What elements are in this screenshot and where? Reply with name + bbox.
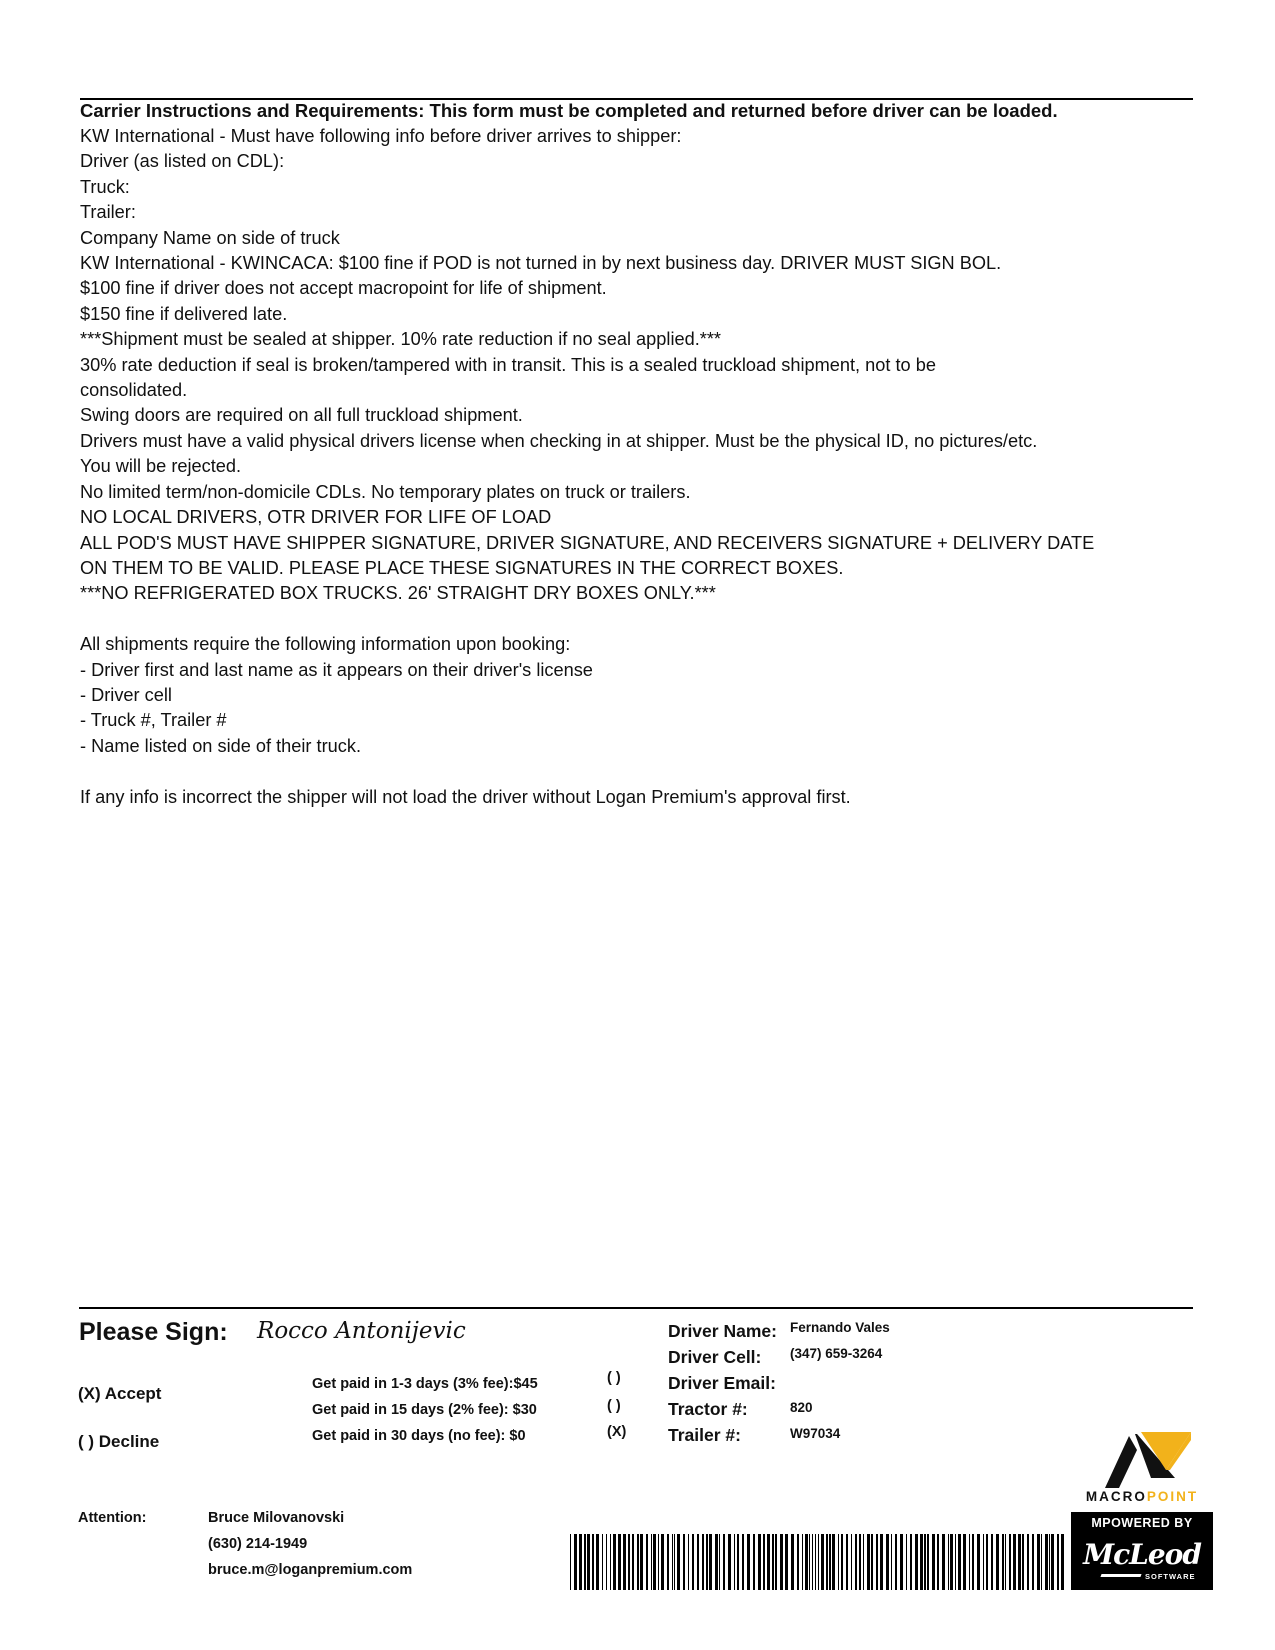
barcode-bar — [775, 1534, 777, 1590]
attention-name: Bruce Milovanovski — [208, 1510, 345, 1526]
barcode-bar — [723, 1534, 725, 1590]
barcode-bar — [728, 1534, 731, 1590]
barcode-bar — [986, 1534, 988, 1590]
barcode-bar — [584, 1534, 586, 1590]
driver-email-label: Driver Email: — [668, 1373, 776, 1393]
barcode-bar — [886, 1534, 889, 1590]
barcode-bar — [900, 1534, 903, 1590]
barcode-bar — [651, 1534, 652, 1590]
instruction-line: Driver (as listed on CDL): — [80, 151, 285, 172]
barcode-bar — [1013, 1534, 1016, 1590]
driver-cell-label: Driver Cell: — [668, 1347, 762, 1367]
barcode-bar — [610, 1534, 611, 1590]
barcode-bar — [1022, 1534, 1024, 1590]
booking-item: - Driver cell — [80, 684, 172, 705]
attention-phone: (630) 214-1949 — [208, 1536, 308, 1552]
barcode-bar — [1049, 1534, 1050, 1590]
attention-label: Attention: — [78, 1510, 147, 1526]
barcode-bar — [895, 1534, 897, 1590]
barcode-bar — [719, 1534, 720, 1590]
barcode-bar — [927, 1534, 929, 1590]
barcode-bar — [932, 1534, 935, 1590]
barcode-bar — [653, 1534, 656, 1590]
barcode-bar — [758, 1534, 761, 1590]
instructions-body — [80, 124, 1190, 810]
barcode-bar — [871, 1534, 873, 1590]
barcode-bar — [802, 1534, 803, 1590]
software-wordmark: SOFTWARE — [1145, 1572, 1196, 1581]
barcode-bar — [867, 1534, 870, 1590]
tractor-value: 820 — [790, 1400, 813, 1415]
instruction-line: KW International - Must have following info before driver arrives to shipper: — [80, 126, 682, 146]
barcode-bar — [667, 1534, 669, 1590]
booking-item: - Truck #, Trailer # — [80, 710, 227, 731]
barcode-bar — [683, 1534, 685, 1590]
barcode-bar — [851, 1534, 852, 1590]
barcode-bar — [797, 1534, 799, 1590]
barcode-bar — [661, 1534, 664, 1590]
bottom-rule — [79, 1307, 1193, 1309]
barcode-bar — [780, 1534, 783, 1590]
barcode-bar — [1018, 1534, 1021, 1590]
payment-option-mark[interactable]: (X) — [607, 1424, 627, 1440]
barcode-bar — [969, 1534, 970, 1590]
instruction-line: Company Name on side of truck — [80, 227, 340, 248]
barcode-bar — [1005, 1534, 1006, 1590]
barcode-bar — [977, 1534, 980, 1590]
barcode-bar — [632, 1534, 634, 1590]
barcode-bar — [972, 1534, 974, 1590]
instruction-line: ALL POD'S MUST HAVE SHIPPER SIGNATURE, DRIVER SIGNATURE, AND RECEIVERS SIGNATURE + DELIVERY DATE ON THEM TO BE VALID. PLEASE PLACE THESE SIGNATURES IN THE CORRECT BOXES. — [80, 532, 1095, 578]
barcode-bar — [859, 1534, 861, 1590]
barcode-bar — [646, 1534, 648, 1590]
barcode-bar — [672, 1534, 673, 1590]
instruction-line: Drivers must have a valid physical drivers license when checking in at shipper. Must be the physical ID, no pictures/etc. You will be rejected. — [80, 430, 1038, 477]
mcleod-wordmark: McLeod — [1083, 1538, 1201, 1571]
barcode-bar — [747, 1534, 750, 1590]
barcode-bar — [640, 1534, 643, 1590]
barcode-bar — [818, 1534, 819, 1590]
barcode-bar — [702, 1534, 704, 1590]
barcode-bar — [880, 1534, 883, 1590]
barcode-bar — [924, 1534, 926, 1590]
barcode-bar — [958, 1534, 961, 1590]
payment-option-mark[interactable]: ( ) — [607, 1370, 621, 1386]
barcode-bar — [1045, 1534, 1048, 1590]
barcode-bar — [950, 1534, 953, 1590]
barcode-bar — [1032, 1534, 1034, 1590]
barcode-bar — [955, 1534, 956, 1590]
barcode-bar — [753, 1534, 755, 1590]
barcode-bar — [637, 1534, 639, 1590]
barcode-bar — [1061, 1534, 1064, 1590]
instruction-line: ***Shipment must be sealed at shipper. 10% rate reduction if no seal applied.*** — [80, 329, 722, 350]
tractor-label: Tractor #: — [668, 1399, 748, 1419]
barcode-bar — [1037, 1534, 1040, 1590]
instruction-line: KW International - KWINCACA: $100 fine if POD is not turned in by next business day. DRIVER MUST SIGN BOL. — [80, 253, 1002, 274]
driver-name-label: Driver Name: — [668, 1321, 777, 1341]
instruction-line: $150 fine if delivered late. — [80, 303, 288, 324]
decline-option[interactable]: ( ) Decline — [78, 1432, 160, 1451]
barcode-bar — [829, 1534, 831, 1590]
barcode-bar — [742, 1534, 744, 1590]
barcode-bar — [709, 1534, 712, 1590]
point-wordmark: POINT — [1146, 1489, 1199, 1504]
barcode-bar — [983, 1534, 984, 1590]
barcode-bar — [991, 1534, 993, 1590]
barcode-bar — [763, 1534, 765, 1590]
barcode-bar — [1051, 1534, 1054, 1590]
barcode-bar — [815, 1534, 816, 1590]
barcode-bar — [706, 1534, 708, 1590]
barcode-bar — [891, 1534, 892, 1590]
barcode-bar — [937, 1534, 939, 1590]
closing-note: If any info is incorrect the shipper will not load the driver without Logan Premium's approval first. — [80, 786, 851, 807]
barcode-bar — [812, 1534, 813, 1590]
barcode-bar — [697, 1534, 699, 1590]
instruction-line: $100 fine if driver does not accept macropoint for life of shipment. — [80, 278, 607, 299]
barcode-bar — [570, 1534, 571, 1590]
barcode-bar — [791, 1534, 794, 1590]
driver-name-value: Fernando Vales — [790, 1320, 890, 1335]
barcode-bar — [809, 1534, 810, 1590]
instructions-header: Carrier Instructions and Requirements: This form must be completed and returned before driver can be loaded. — [80, 100, 1058, 121]
barcode-bar — [602, 1534, 603, 1590]
barcode-bar — [838, 1534, 839, 1590]
booking-item: - Name listed on side of their truck. — [80, 735, 362, 756]
barcode — [568, 1534, 1070, 1590]
barcode-bar — [737, 1534, 739, 1590]
mcleod-logo — [1071, 1534, 1213, 1590]
instruction-line: No limited term/non-domicile CDLs. No temporary plates on truck or trailers. — [80, 481, 691, 502]
payment-option-label: Get paid in 15 days (2% fee): $30 — [312, 1402, 537, 1418]
barcode-bar — [846, 1534, 848, 1590]
instruction-line: 30% rate deduction if seal is broken/tampered with in transit. This is a sealed truckload shipment, not to be consolidated. — [80, 354, 936, 401]
accept-option[interactable]: (X) Accept — [78, 1384, 162, 1403]
instruction-line: NO LOCAL DRIVERS, OTR DRIVER FOR LIFE OF LOAD — [80, 507, 552, 528]
barcode-bar — [587, 1534, 590, 1590]
instruction-line: Trailer: — [80, 202, 136, 223]
payment-option-label: Get paid in 1-3 days (3% fee):$45 — [312, 1376, 538, 1392]
barcode-bar — [606, 1534, 607, 1590]
instruction-line: ***NO REFRIGERATED BOX TRUCKS. 26' STRAIGHT DRY BOXES ONLY.*** — [80, 583, 716, 604]
barcode-bar — [734, 1534, 735, 1590]
instruction-line: Swing doors are required on all full truckload shipment. — [80, 405, 523, 426]
barcode-bar — [1027, 1534, 1029, 1590]
barcode-bar — [677, 1534, 680, 1590]
barcode-bar — [942, 1534, 945, 1590]
barcode-bar — [948, 1534, 949, 1590]
signature: Rocco Antonijevic — [257, 1318, 466, 1344]
barcode-bar — [906, 1534, 907, 1590]
trailer-label: Trailer #: — [668, 1425, 741, 1445]
barcode-bar — [841, 1534, 843, 1590]
mpowered-by-label: MPOWERED BY — [1071, 1512, 1213, 1534]
barcode-bar — [785, 1534, 788, 1590]
barcode-bar — [1009, 1534, 1011, 1590]
barcode-bar — [618, 1534, 621, 1590]
booking-intro: All shipments require the following information upon booking: — [80, 634, 571, 655]
booking-item: - Driver first and last name as it appears on their driver's license — [80, 659, 593, 680]
barcode-bar — [674, 1534, 675, 1590]
barcode-bar — [1057, 1534, 1059, 1590]
payment-option-label: Get paid in 30 days (no fee): $0 — [312, 1428, 526, 1444]
barcode-bar — [855, 1534, 857, 1590]
barcode-bar — [996, 1534, 999, 1590]
barcode-bar — [592, 1534, 594, 1590]
barcode-bar — [920, 1534, 923, 1590]
barcode-bar — [915, 1534, 918, 1590]
please-sign-label: Please Sign: — [79, 1318, 228, 1346]
barcode-bar — [613, 1534, 616, 1590]
barcode-bar — [596, 1534, 599, 1590]
barcode-bar — [826, 1534, 828, 1590]
barcode-bar — [767, 1534, 770, 1590]
instruction-line: Truck: — [80, 176, 130, 197]
barcode-bar — [876, 1534, 878, 1590]
barcode-bar — [963, 1534, 966, 1590]
barcode-bar — [658, 1534, 659, 1590]
barcode-bar — [772, 1534, 774, 1590]
barcode-bar — [579, 1534, 582, 1590]
barcode-bar — [832, 1534, 835, 1590]
barcode-bar — [910, 1534, 912, 1590]
barcode-bar — [574, 1534, 577, 1590]
barcode-bar — [688, 1534, 689, 1590]
barcode-bar — [863, 1534, 864, 1590]
barcode-bar — [715, 1534, 718, 1590]
barcode-bar — [1041, 1534, 1042, 1590]
trailer-value: W97034 — [790, 1426, 841, 1441]
barcode-bar — [692, 1534, 694, 1590]
macro-wordmark: MACRO — [1085, 1489, 1147, 1504]
barcode-bar — [821, 1534, 824, 1590]
barcode-bar — [1002, 1534, 1004, 1590]
attention-email[interactable]: bruce.m@loganpremium.com — [208, 1562, 413, 1578]
barcode-bar — [628, 1534, 630, 1590]
barcode-bar — [623, 1534, 626, 1590]
barcode-bar — [805, 1534, 808, 1590]
driver-cell-value: (347) 659-3264 — [790, 1346, 883, 1361]
payment-option-mark[interactable]: ( ) — [607, 1398, 621, 1414]
